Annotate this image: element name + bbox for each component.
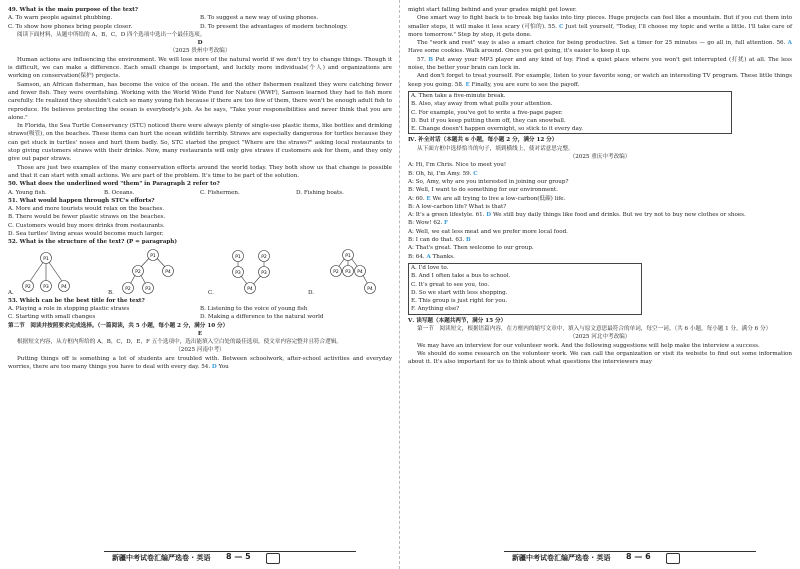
node-label: P2: [333, 269, 339, 275]
left-page: [4, 0, 396, 569]
section2-instructions: 根据短文内容，从方框内所给的 A，B，C，D，E，F 五个选项中，选出能填入空白处的最佳选项，使文章内容完整并且符合逻辑。: [17, 339, 342, 346]
q52-label-d: D.: [308, 289, 315, 296]
answer-blank-63[interactable]: B: [466, 237, 471, 244]
box2-option-e: E. This group is just right for you.: [411, 298, 508, 305]
right-page: [404, 0, 796, 569]
q50-options: [8, 189, 392, 197]
section2-paragraph: [8, 355, 392, 372]
node-label: P1: [235, 254, 241, 260]
answer-blank-58[interactable]: E: [465, 81, 470, 88]
node-label: P4: [247, 286, 253, 292]
section2-source: （2025 河南中考）: [175, 347, 225, 354]
passage-source: （2025 贵州中考改编）: [169, 48, 231, 55]
dialog-line-text: A: It's a green lifestyle. 61.: [408, 212, 485, 219]
footer-page-number: 8 — 5: [226, 552, 251, 561]
q50-option-a[interactable]: A. Young fish.: [8, 189, 47, 196]
right-para-5-end: Finally, you are sure to see the payoff.: [471, 81, 580, 88]
section5-title: Ⅴ. 读写题（本题共两节，满分 15 分）: [408, 317, 507, 324]
box2-option-c: C. It's great to see you, too.: [411, 281, 490, 288]
dialog-line: [408, 211, 792, 219]
section5-para-2: We should do some research on the volunteer work. We can call the organization or visit its website to find out some information about it. It's also important for us to think about what questions the interviewers may: [408, 350, 792, 366]
options-box-1: [408, 91, 732, 134]
right-para-3: [408, 39, 792, 56]
answer-blank-62[interactable]: F: [444, 220, 448, 227]
right-footer: [404, 551, 796, 563]
q53-option-a[interactable]: A. Playing a role in stopping plastic straws: [8, 305, 130, 312]
footer-title: 新疆中考试卷汇编严选卷 · 英语: [512, 554, 611, 562]
node-label: P2: [261, 254, 267, 260]
q49-options: [8, 14, 392, 31]
dialog: [408, 161, 792, 261]
q52-structure-diagrams: [8, 248, 392, 296]
answer-blank-54[interactable]: D: [211, 363, 217, 370]
dialog-line: [408, 219, 792, 227]
q53-option-b[interactable]: B. Listening to the voice of young fish: [200, 305, 308, 312]
dialog-line: [408, 253, 792, 261]
page-divider: [399, 0, 400, 569]
dialog-line: A: So, Amy, why are you interested in joining our group?: [408, 178, 569, 185]
q51-stem: 51. What would happen through STC's efforts?: [8, 197, 155, 204]
box1-option-e: E. Change doesn't happen overnight, so stick to it every day.: [411, 126, 584, 133]
right-para-2: [408, 14, 792, 39]
node-label: P3: [261, 270, 267, 276]
box1-option-d: D. But if you keep putting them off, they can snowball.: [411, 117, 566, 124]
section4-title: Ⅳ. 补全对话（本题共 6 小题，每小题 2 分，满分 12 分）: [408, 137, 558, 144]
node-label: P2: [25, 284, 31, 290]
publisher-seal-icon: [266, 553, 280, 564]
section5-para-1: We may have an interview for our volunteer work. And the following suggestions will help make the interview a success.: [417, 342, 760, 349]
answer-blank-61[interactable]: D: [486, 212, 492, 219]
dialog-line-text: B: 64.: [408, 253, 425, 260]
node-label: P2: [125, 286, 131, 292]
q49-option-d[interactable]: D. To present the advantages of modern technology.: [200, 23, 348, 30]
q49-stem: 49. What is the main purpose of the text?: [8, 7, 139, 13]
q53-option-c[interactable]: C. Starting with small changes: [8, 314, 96, 321]
node-label: P4: [367, 286, 373, 292]
passage-paragraph-2: Samson, an African fisherman, has become the voice of the ocean. He and the other fishermen realized they were catching fewer and fewer fish. They were overfishing. Working with the World Wide Fund for Nature (WWF), Samson learned they had to fish more carefully. He realized they shouldn't catch so many young fish because if there are too few of them, there won't be enough adult fish to reproduce. He believes protecting the ocean is everybody's job. As he says, "Take your responsibilities and never think that you are alone.": [8, 81, 392, 121]
q51-option-c[interactable]: C. Customers would buy more drinks from restaurants.: [8, 222, 165, 229]
q50-option-d[interactable]: D. Fishing boats.: [296, 189, 344, 196]
dialog-line-end: Thanks.: [432, 253, 455, 260]
passage-letter: D: [197, 40, 203, 47]
node-label: P4: [61, 284, 67, 290]
box2-option-b: B. And I often take a bus to school.: [411, 273, 511, 280]
right-para-5: [408, 72, 792, 89]
options-box-2: [408, 263, 642, 315]
dialog-line: B: A low-carbon life? What is that?: [408, 203, 507, 210]
q52-option-a[interactable]: [8, 248, 92, 296]
q52-option-c[interactable]: [208, 248, 292, 296]
left-footer: [4, 551, 396, 563]
section2-paragraph-text: Putting things off is something a lot of students are troubled with. Between schoolwork, after-school activities and everyday worries, there are too many things you have to deal with every day. 54.: [8, 355, 392, 370]
q52-label-c: C.: [208, 289, 214, 296]
section5-instructions: 第一节 阅读短文，根据语篇内容，在方框内的缩写文章中，填入与原文意思最符合的单词，每空一词。（共 6 小题，每小题 1 分，满分 6 分）: [417, 325, 772, 332]
passage-paragraph-1: Human actions are influencing the environment. We will lose more of the natural world if we don't try to change things. Though it is difficult, we can make a difference. Each small change is important, and luckily more individuals(个人) and organizations are working on conservation(保护) projects.: [8, 56, 392, 80]
footer-page-number: 8 — 6: [626, 552, 651, 561]
right-para-4: [408, 56, 792, 73]
right-column: [408, 6, 792, 366]
dialog-line-text: B: Oh, hi, I'm Amy. 59.: [408, 170, 472, 177]
answer-blank-60[interactable]: E: [426, 195, 431, 202]
q52-tree-c-diagram: [208, 248, 292, 296]
right-para-5-text: And don't forget to treat yourself. For example, listen to your favorite song, or watch an interesting TV program. These little things keep you going. 58.: [408, 73, 792, 88]
q49-option-c[interactable]: C. To show how phones bring people closer.: [8, 23, 133, 30]
dialog-line-text: B: Wow! 62.: [408, 220, 443, 227]
q52-tree-b-diagram: [108, 248, 192, 296]
dialog-line: A: Hi, I'm Chris. Nice to meet you!: [408, 162, 507, 169]
dialog-line: [408, 195, 792, 203]
answer-blank-57[interactable]: B: [428, 56, 434, 63]
dialog-line: B: Well, I want to do something for our environment.: [408, 187, 558, 194]
node-label: P4: [357, 269, 363, 275]
q53-options: [8, 305, 392, 322]
right-para-3-text: The "work and rest" way is also a smart choice for being productive. Set a timer for 25 minutes — go all in, full attention. 56.: [417, 40, 786, 47]
section5-source: （2025 河北中考改编）: [569, 334, 631, 341]
q51-option-b[interactable]: B. There would be fewer plastic straws on the beaches.: [8, 214, 166, 221]
publisher-seal-icon: [666, 553, 680, 564]
dialog-line: [408, 170, 792, 178]
q53-option-d[interactable]: D. Making a difference to the natural world: [200, 314, 324, 321]
section2-letter: E: [197, 330, 203, 337]
q49-option-a[interactable]: A. To warn people against phubbing.: [8, 15, 113, 22]
section4-source: （2025 重庆中考改编）: [569, 154, 631, 161]
dialog-line-text: A: 60.: [408, 195, 425, 202]
right-para-4-text: Put away your MP3 player and any kind of toy. Find a quiet place where you won't get interrupted (打扰) at all. The less noise, the better your brain can lock in.: [408, 56, 792, 72]
q52-option-d[interactable]: [308, 248, 392, 296]
dialog-line: [408, 236, 792, 244]
dialog-line: A: That's great. Then welcome to our group.: [408, 245, 534, 252]
node-label: P1: [150, 253, 156, 259]
box2-option-a: A. I'd love to.: [411, 264, 449, 271]
box2-option-f: F. Anything else?: [411, 306, 460, 313]
dialog-line-end: We still buy daily things like food and drinks. But we try not to buy new clothes or shoes.: [492, 212, 746, 219]
dialog-line: A: Well, we eat less meat and we prefer more local food.: [408, 228, 568, 235]
box1-option-a: A. Then take a five-minute break.: [411, 92, 506, 99]
answer-blank-59[interactable]: C: [473, 170, 478, 177]
answer-blank-55[interactable]: C: [558, 23, 564, 30]
footer-title: 新疆中考试卷汇编严选卷 · 英语: [112, 554, 211, 562]
section2-title: 第二节 阅读并按照要求完成选择。（一篇阅读，共 5 小题，每小题 2 分，满分 10 分）: [8, 322, 229, 329]
right-para-1: might start falling behind and your grades might get lower.: [408, 7, 577, 13]
node-label: P1: [345, 253, 351, 259]
passage-instructions: 阅读下面材料，从题中所给的 A，B，C，D 四个选项中选出一个最佳选项。: [17, 31, 206, 38]
node-label: P3: [345, 269, 351, 275]
node-label: P3: [43, 284, 49, 290]
q50-stem: 50. What does the underlined word "them" in Paragraph 2 refer to?: [8, 181, 220, 188]
box2-option-d: D. So we start with less shopping.: [411, 289, 508, 296]
q53-stem: 53. Which can be the best title for the text?: [8, 297, 145, 304]
node-label: P4: [165, 269, 171, 275]
right-para-2-end: Just tell yourself, "Today, I'll choose my topic and write a little. I'll take care of more tomorrow." Step by step, it gets done.: [408, 23, 793, 38]
q50-option-c[interactable]: C. Fishermen.: [200, 189, 240, 196]
node-label: P3: [235, 270, 241, 276]
box1-option-b: B. Also, stay away from what pulls your attention.: [411, 101, 553, 108]
box1-option-c: C. For example, you've got to write a five-page paper.: [411, 109, 563, 116]
q52-label-b: B.: [108, 289, 114, 296]
q52-stem: 52. What is the structure of the text? (P = paragraph): [8, 239, 177, 246]
q51-option-a[interactable]: A. More and more tourists would relax on the beaches.: [8, 206, 165, 213]
q52-label-a: A.: [8, 289, 14, 296]
left-column: [8, 6, 392, 371]
node-label: P1: [43, 256, 49, 262]
answer-blank-64[interactable]: A: [426, 253, 431, 260]
passage-paragraph-4: Those are just two examples of the many conservation efforts around the world today. They both show us that change is possible and that it can start with small actions. We are part of the problem. It's time to be part of the solution.: [8, 164, 392, 179]
right-para-2-text: One smart way to fight back is to break big tasks into tiny pieces. Huge projects can feel like a mountain. But if you cut them into smaller steps, it will make it less scary (可怕的). 55.: [408, 15, 792, 30]
q52-option-b[interactable]: [108, 248, 192, 296]
node-label: P2: [135, 269, 141, 275]
section2-paragraph-end: You: [218, 363, 229, 370]
right-para-3-end: Have some cookies. Walk around. Once you get going, it's easier to keep it up.: [408, 48, 631, 55]
passage-paragraph-3: In Florida, the Sea Turtle Conservancy (STC) noticed there were always plenty of single-use plastic items, like bottles and drinking straws(吸管), on the beaches. These items can hurt the ocean wildlife terribly. Straws are especially dangerous for turtles because they can get stuck in turtles' noses and hurt them badly. So, STC started the project "Where are the straws?" asking local restaurants to stop giving customers straws with their drinks. Now, many restaurants will only give straws if customers ask for them, and they only give out paper straws.: [8, 123, 392, 163]
dialog-line-text: B: I can do that. 63.: [408, 237, 465, 244]
q51-option-d[interactable]: D. Sea turtles' living areas would become much larger.: [8, 231, 164, 238]
answer-blank-56[interactable]: A: [787, 40, 793, 47]
q52-tree-a-diagram: [8, 248, 92, 296]
dialog-line-end: We are all trying to live a low-carbon(低碳) life.: [432, 195, 566, 202]
q52-tree-d-diagram: [308, 248, 392, 296]
node-label: P3: [145, 286, 151, 292]
q50-option-b[interactable]: B. Oceans.: [104, 189, 135, 196]
q49-option-b[interactable]: B. To suggest a new way of using phones.: [200, 15, 319, 22]
section4-instructions: 从下面方框中选择恰当的句子，填到横线上，使对话意思完整。: [417, 145, 574, 152]
right-para-4-number: 57.: [417, 56, 426, 63]
q51-options: [8, 205, 392, 238]
